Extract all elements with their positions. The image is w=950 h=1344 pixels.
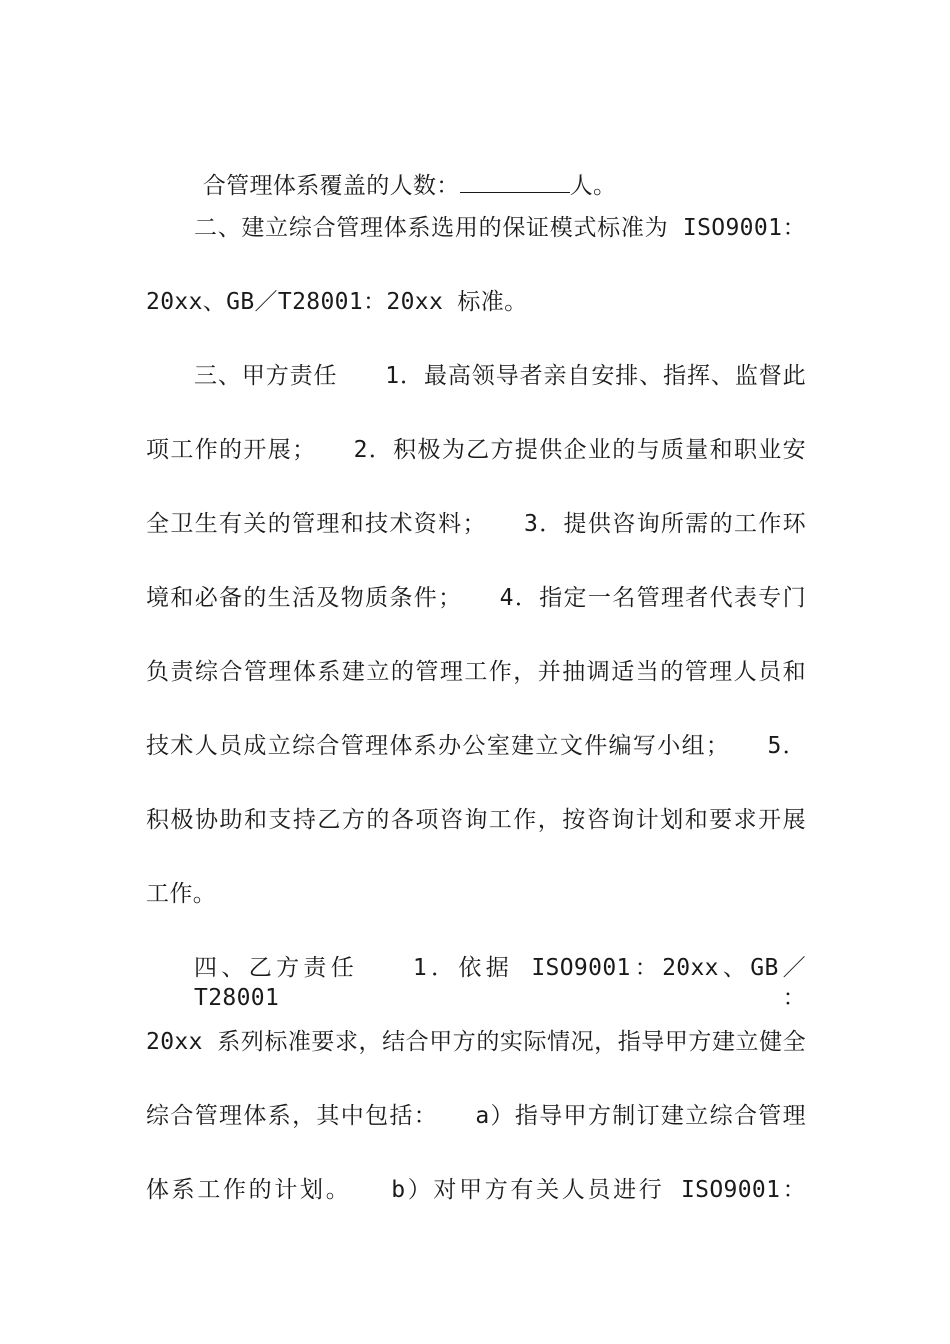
text-line-11: 工作。 <box>146 881 217 907</box>
text-line-10: 积极协助和支持乙方的各项咨询工作，按咨询计划和要求开展 <box>146 807 806 833</box>
text-line-13: 20xx 系列标准要求，结合甲方的实际情况，指导甲方建立健全 <box>146 1029 806 1055</box>
text-line-9: 技术人员成立综合管理体系办公室建立文件编写小组； 5． <box>146 733 806 759</box>
text-line-6: 全卫生有关的管理和技术资料； 3．提供咨询所需的工作环 <box>146 511 806 537</box>
text-line-12: 四、乙方责任 1．依据 ISO9001：20xx、GB／T28001： <box>194 955 806 1011</box>
text-line-5: 项工作的开展； 2．积极为乙方提供企业的与质量和职业安 <box>146 437 806 463</box>
blank-field <box>460 170 570 193</box>
text-line-2: 二、建立综合管理体系选用的保证模式标准为 ISO9001： <box>194 215 806 241</box>
text-line-8: 负责综合管理体系建立的管理工作，并抽调适当的管理人员和 <box>146 659 806 685</box>
text-line-14: 综合管理体系，其中包括： a）指导甲方制订建立综合管理 <box>146 1103 806 1129</box>
text-line-4: 三、甲方责任 1．最高领导者亲自安排、指挥、监督此 <box>194 363 806 389</box>
text-line-1-part-a: 合管理体系覆盖的人数： <box>202 173 460 199</box>
text-line-1-part-b: 人。 <box>569 173 617 199</box>
text-line-3: 20xx、GB／T28001：20xx 标准。 <box>146 289 528 315</box>
text-line-15: 体系工作的计划。 b）对甲方有关人员进行 ISO9001： <box>146 1177 806 1203</box>
text-line-7: 境和必备的生活及物质条件； 4．指定一名管理者代表专门 <box>146 585 806 611</box>
